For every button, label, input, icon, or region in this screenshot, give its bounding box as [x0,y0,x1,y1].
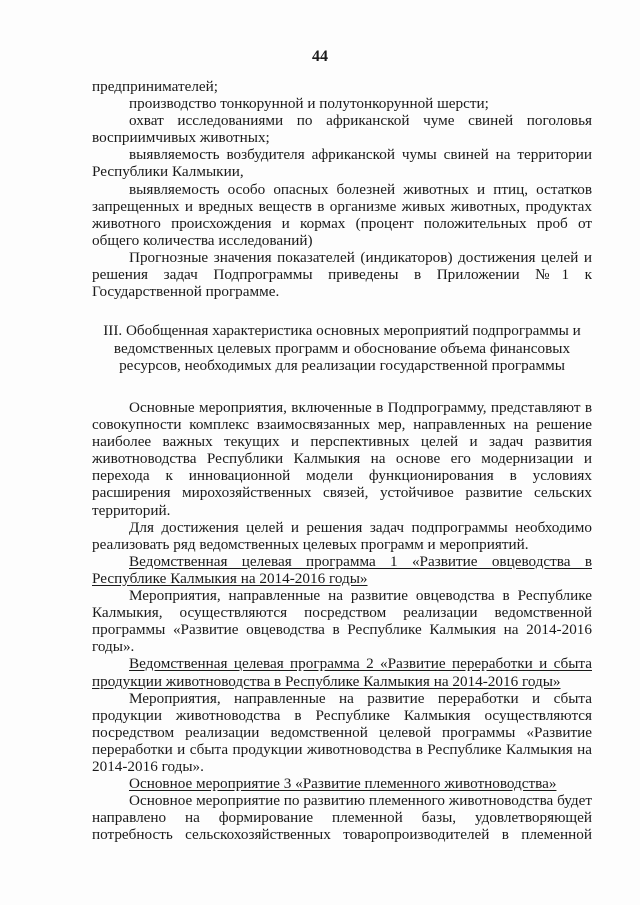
text-line: решения задач Подпрограммы приведены в Приложении №1 к [92,266,592,284]
section-body [92,399,592,843]
heading-line: ресурсов, необходимых для реализации государственной программы [119,357,565,375]
document-body [92,78,592,843]
text-line: расширения мирохозяйственных связей, устойчивое развитие сельских [92,484,592,502]
text-line: Мероприятия, направленные на развитие овцеводства в Республике [129,587,592,605]
text-line: Калмыкия, осуществляются посредством реализации ведомственной [92,604,592,622]
text-line: запрещенных и вредных веществ в организме живых животных, продуктах [92,197,592,215]
page-number: 44 [312,48,328,65]
section-heading [92,322,592,375]
text-line: Основное мероприятие по развитию племенного животноводства будет [129,792,592,810]
text-line: Для достижения целей и решения задач подпрограммы необходимо [129,518,592,536]
text-line: Ведомственная целевая программа 1 «Развитие овцеводства в [129,552,592,570]
text-line: Ведомственная целевая программа 2 «Развитие переработки и сбыта [129,655,592,673]
text-line: совокупности комплекс взаимосвязанных мер, направленных на решение [92,416,592,434]
text-line: перехода к инновационной модели функционирования в условиях [92,467,592,485]
text-line: Основные мероприятия, включенные в Подпрограмму, представляют в [129,399,592,416]
text-line: производство тонкорунной и полутонкорунной шерсти; [129,95,489,113]
text-line: потребность сельскохозяйственных товаропроизводителей в племенной [92,826,592,844]
text-line: наиболее важных текущих и перспективных целей и задач развития [92,433,592,451]
heading-line: III. Обобщенная характеристика основных мероприятий подпрограммы и [103,322,581,340]
text-line: направлено на формирование племенной базы, удовлетворяющей [92,809,592,827]
text-line: продукции животноводства в Республике Калмыкия на 2014-2016 годы» [92,672,561,690]
text-line: общего количества исследований) [92,231,313,249]
text-line: 2014-2016 годы». [92,757,204,775]
text-line: Прогнозные значения показателей (индикаторов) достижения целей и [129,248,592,266]
text-line: выявляемость возбудителя африканской чумы свиней на территории [129,146,592,164]
text-line: выявляемость особо опасных болезней животных и птиц, остатков [129,180,592,198]
text-line: реализовать ряд ведомственных целевых программ и мероприятий. [92,535,529,553]
text-line: животноводства Республики Калмыкия на основе его модернизации и [92,450,592,468]
text-line: животного происхождения и кормах (процент положительных проб от [92,214,592,232]
text-line: Республики Калмыкии, [92,163,244,181]
heading-line: ведомственных целевых программ и обоснование объема финансовых [113,339,571,357]
text-line: Мероприятия, направленные на развитие переработки и сбыта [129,689,592,707]
text-line: Государственной программе. [92,283,280,301]
text-line: охват исследованиями по африканской чуме свиней поголовья [129,112,592,130]
text-line: переработки и сбыта продукции животноводства в Республике Калмыкия на [92,740,592,758]
text-line: предпринимателей; [92,78,218,95]
text-line: Республике Калмыкия на 2014-2016 годы» [92,569,368,587]
text-line: программы «Развитие овцеводства в Республике Калмыкия на 2014-2016 [92,621,592,639]
text-line: Основное мероприятие 3 «Развитие племенного животноводства» [129,775,557,793]
text-line: восприимчивых животных; [92,129,270,147]
text-line: продукции животноводства в Республике Калмыкия осуществляются [92,706,592,724]
indicators-list [92,78,592,300]
text-line: посредством реализации ведомственной целевой программы «Развитие [92,723,592,741]
text-line: годы». [92,638,135,656]
text-line: территорий. [92,501,171,519]
